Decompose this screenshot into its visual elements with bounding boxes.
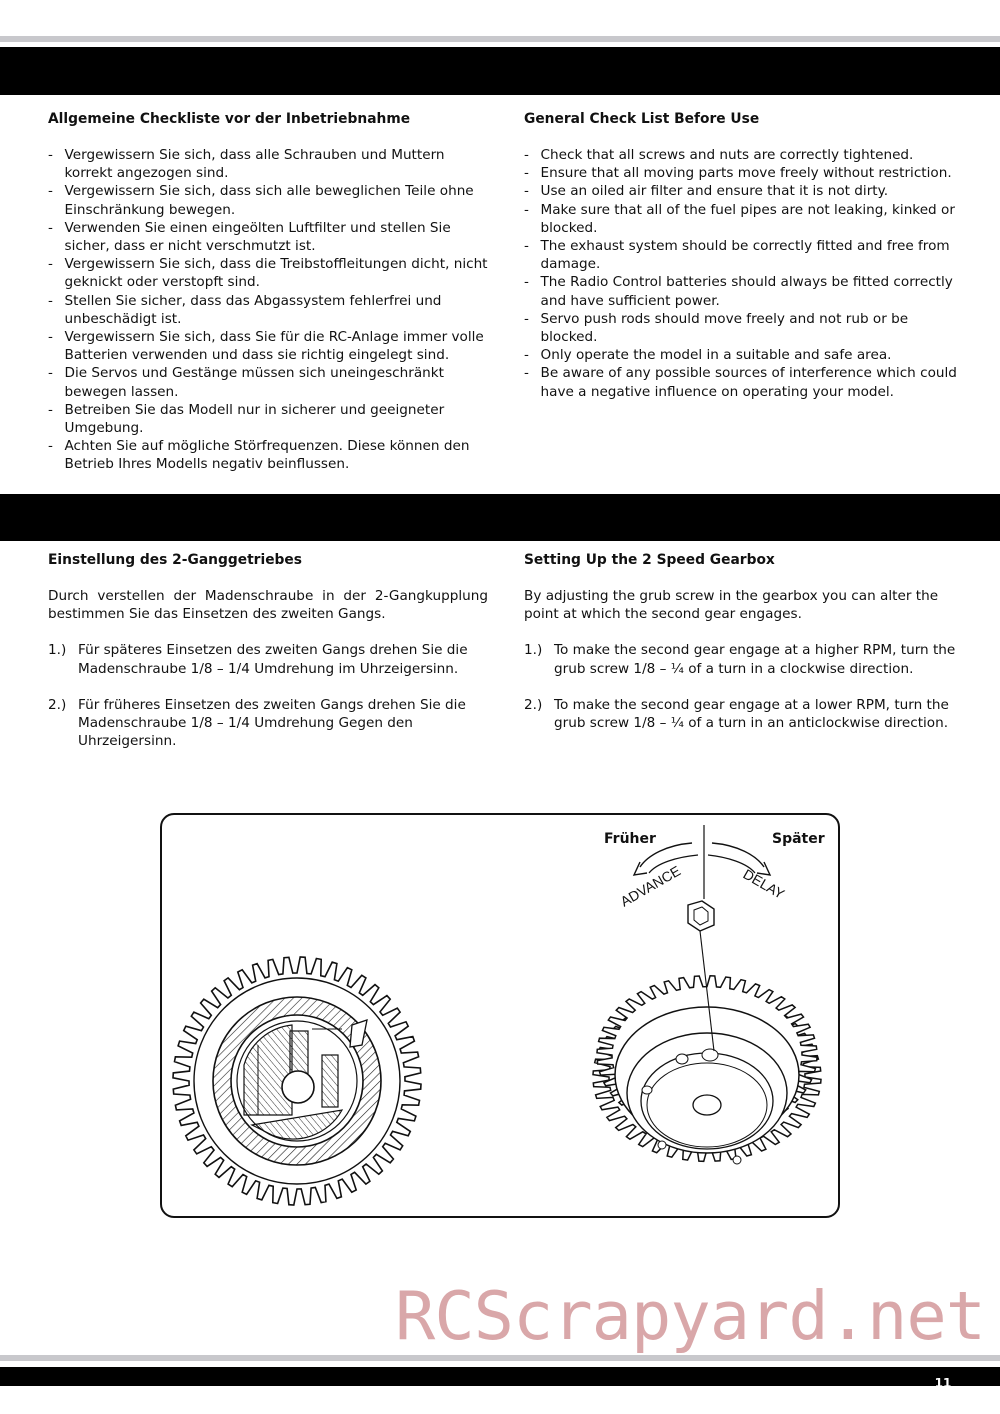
bottom-rule (0, 1355, 1000, 1361)
delay-label: DELAY (740, 865, 788, 903)
list-item: - Vergewissern Sie sich, dass alle Schrauben und Muttern korrekt angezogen sind. (48, 146, 488, 182)
list-item: - Achten Sie auf mögliche Störfrequenzen. Diese können den Betrieb Ihres Modells negativ beinflussen. (48, 437, 488, 473)
gearbox-de (48, 551, 488, 769)
list-item: - The Radio Control batteries should always be fitted correctly and have sufficient power. (524, 273, 964, 309)
label-spaeter: Später (772, 831, 825, 847)
list-item: - Die Servos und Gestänge müssen sich uneingeschränkt bewegen lassen. (48, 364, 488, 400)
gearbox-en-heading: Setting Up the 2 Speed Gearbox (524, 552, 775, 568)
step-text: To make the second gear engage at a lower RPM, turn the grub screw 1/8 – ¼ of a turn in an anticlockwise direction. (554, 697, 949, 732)
gearbox-en-intro: By adjusting the grub screw in the gearbox you can alter the point at which the second gear engages. (524, 588, 939, 623)
list-item (524, 696, 964, 732)
gearbox-de-steps (48, 641, 488, 750)
step-number: 2.) (48, 697, 67, 713)
checklist-de-list (48, 146, 488, 474)
page-number: 11 (934, 1376, 952, 1390)
advance-label: ADVANCE (617, 862, 684, 910)
step-number: 1.) (524, 642, 543, 659)
footer-band (0, 1367, 1000, 1386)
gearbox-illustration (162, 815, 838, 1216)
top-rule (0, 36, 1000, 42)
list-item (524, 641, 964, 677)
list-item: - Stellen Sie sicher, dass das Abgassystem fehlerfrei und unbeschädigt ist. (48, 292, 488, 328)
gear-cross-section (173, 957, 421, 1205)
step-text: Für früheres Einsetzen des zweiten Gangs drehen Sie die Madenschraube 1/8 – 1/4 Umdrehung Gegen den Uhrzeigersinn. (78, 697, 466, 750)
list-item: - Vergewissern Sie sich, dass Sie für die RC-Anlage immer volle Batterien verwenden und dass sie richtig eingelegt sind. (48, 328, 488, 364)
step-number: 2.) (524, 697, 543, 713)
watermark: RCScrapyard.net (395, 1277, 986, 1355)
step-text: Für späteres Einsetzen des zweiten Gangs drehen Sie die Madenschraube 1/8 – 1/4 Umdrehung im Uhrzeigersinn. (78, 642, 468, 677)
delay-arrow-icon (708, 843, 788, 902)
list-item: - Vergewissern Sie sich, dass die Treibstoffleitungen dicht, nicht geknickt oder verstopft sind. (48, 255, 488, 291)
list-item: - Check that all screws and nuts are correctly tightened. (524, 146, 964, 164)
list-item: - Ensure that all moving parts move freely without restriction. (524, 164, 964, 182)
list-item: - Make sure that all of the fuel pipes are not leaking, kinked or blocked. (524, 201, 964, 237)
gearbox-de-intro: Durch verstellen der Madenschraube in der 2-Gangkupplung bestimmen Sie das Einsetzen des zweiten Gangs. (48, 588, 488, 623)
section-header-band-2 (0, 494, 1000, 541)
list-item (48, 641, 488, 677)
list-item: - Verwenden Sie einen eingeölten Luftfilter und stellen Sie sicher, dass er nicht verschmutzt ist. (48, 219, 488, 255)
gearbox-diagram (160, 813, 840, 1218)
gearbox-de-heading: Einstellung des 2-Ganggetriebes (48, 552, 302, 568)
checklist-de (48, 110, 488, 474)
label-frueher: Früher (604, 831, 656, 847)
checklist-en-list (524, 146, 964, 401)
list-item: - The exhaust system should be correctly fitted and free from damage. (524, 237, 964, 273)
list-item: - Use an oiled air filter and ensure that it is not dirty. (524, 182, 964, 200)
list-item: - Vergewissern Sie sich, dass sich alle beweglichen Teile ohne Einschränkung bewegen. (48, 182, 488, 218)
list-item (48, 696, 488, 751)
list-item: - Betreiben Sie das Modell nur in sicherer und geeigneter Umgebung. (48, 401, 488, 437)
checklist-de-heading: Allgemeine Checkliste vor der Inbetriebnahme (48, 111, 411, 127)
gearbox-en-steps (524, 641, 964, 732)
checklist-en (524, 110, 964, 401)
list-item: - Only operate the model in a suitable and safe area. (524, 346, 964, 364)
gearbox-en (524, 551, 964, 751)
step-text: To make the second gear engage at a higher RPM, turn the grub screw 1/8 – ¼ of a turn in a clockwise direction. (554, 642, 956, 677)
list-item: - Be aware of any possible sources of interference which could have a negative influence on operating your model. (524, 364, 964, 400)
gear-perspective (593, 976, 821, 1164)
list-item: - Servo push rods should move freely and not rub or be blocked. (524, 310, 964, 346)
step-number: 1.) (48, 642, 67, 659)
advance-arrow-icon (618, 843, 699, 910)
section-header-band-1 (0, 47, 1000, 95)
checklist-en-heading: General Check List Before Use (524, 111, 760, 127)
